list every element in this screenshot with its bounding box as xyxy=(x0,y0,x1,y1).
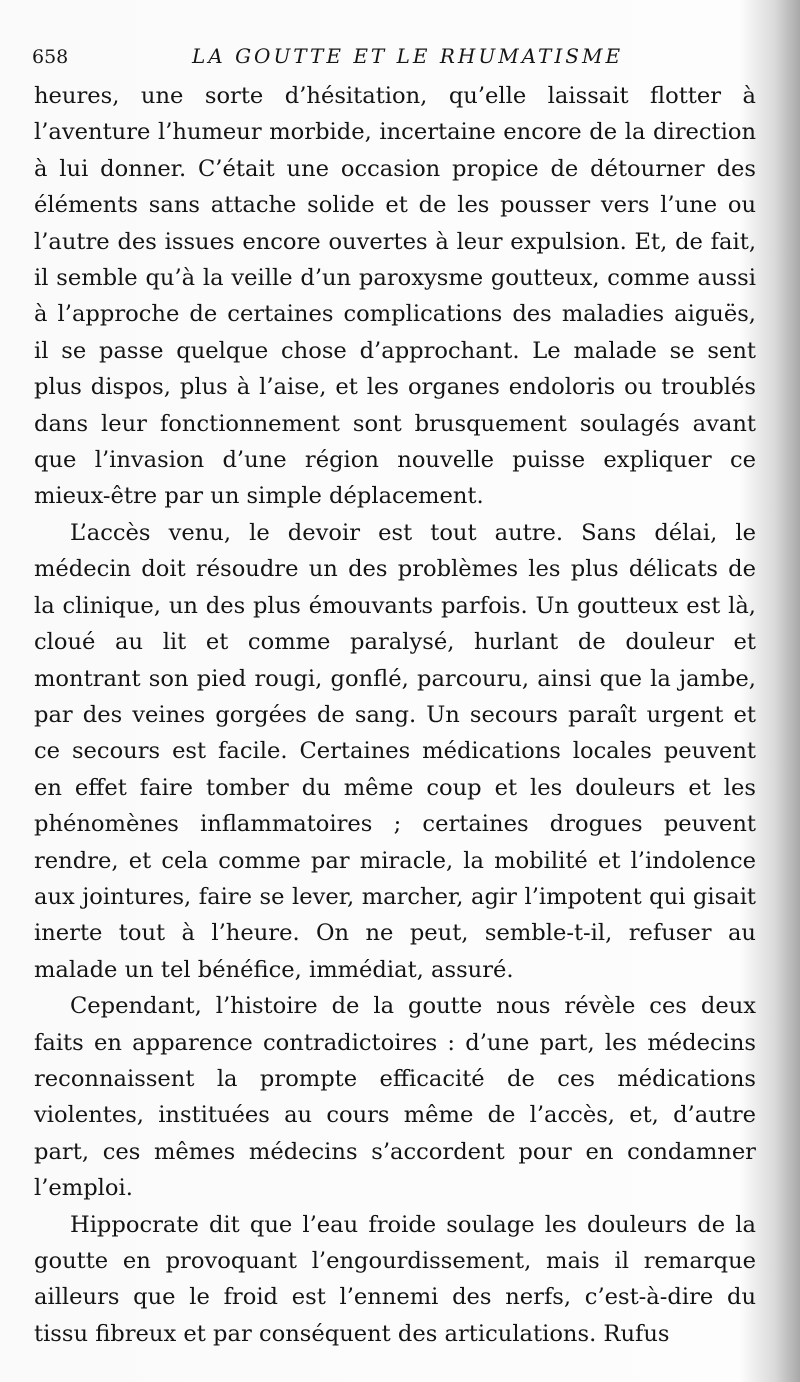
paragraph: L’accès venu, le devoir est tout autre. Sans délai, le médecin doit résoudre un des problèmes les plus délicats de la clinique, un des plus émouvants parfois. Un goutteux est là, cloué au lit et comme paralysé, hurlant de douleur et montrant son pied rougi, gonflé, parcouru, ainsi que la jambe, par des veines gorgées de sang. Un secours paraît urgent et ce secours est facile. Certaines médications locales peuvent en effet faire tomber du même coup et les douleurs et les phénomènes inflammatoires ; certaines drogues peuvent rendre, et cela comme par miracle, la mobilité et l’indolence aux jointures, faire se lever, marcher, agir l’impotent qui gisait inerte tout à l’heure. On ne peut, semble-t-il, refuser au malade un tel bénéfice, immédiat, assuré. xyxy=(34,519,756,983)
body-text xyxy=(34,78,756,1352)
running-title: LA GOUTTE ET LE RHUMATISME xyxy=(192,44,624,68)
paragraph: Cependant, l’histoire de la goutte nous révèle ces deux faits en apparence contradictoires : d’une part, les médecins reconnaissent la prompte efficacité de ces médications violentes, instituées au cours même de l’accès, et, d’autre part, ces mêmes médecins s’accordent pour en condamner l’emploi. xyxy=(34,993,756,1202)
paragraph: Hippocrate dit que l’eau froide soulage les douleurs de la goutte en provoquant l’engourdissement, mais il remarque ailleurs que le froid est l’ennemi des nerfs, c’est-à-dire du tissu fibreux et par conséquent des articulations. Rufus xyxy=(34,1211,756,1347)
page-number: 658 xyxy=(32,46,69,68)
page-header xyxy=(32,40,752,74)
paragraph: heures, une sorte d’hésitation, qu’elle laissait flotter à l’aventure l’humeur morbide, incertaine encore de la direction à lui donner. C’était une occasion propice de détourner des éléments sans attache solide et de les pousser vers l’une ou l’autre des issues encore ouvertes à leur expulsion. Et, de fait, il semble qu’à la veille d’un paroxysme goutteux, comme aussi à l’approche de certaines complications des maladies aiguës, il se passe quelque chose d’approchant. Le malade se sent plus dispos, plus à l’aise, et les organes endoloris ou troublés dans leur fonctionnement sont brusquement soulagés avant que l’invasion d’une région nouvelle puisse expliquer ce mieux-être par un simple déplacement. xyxy=(34,83,756,510)
